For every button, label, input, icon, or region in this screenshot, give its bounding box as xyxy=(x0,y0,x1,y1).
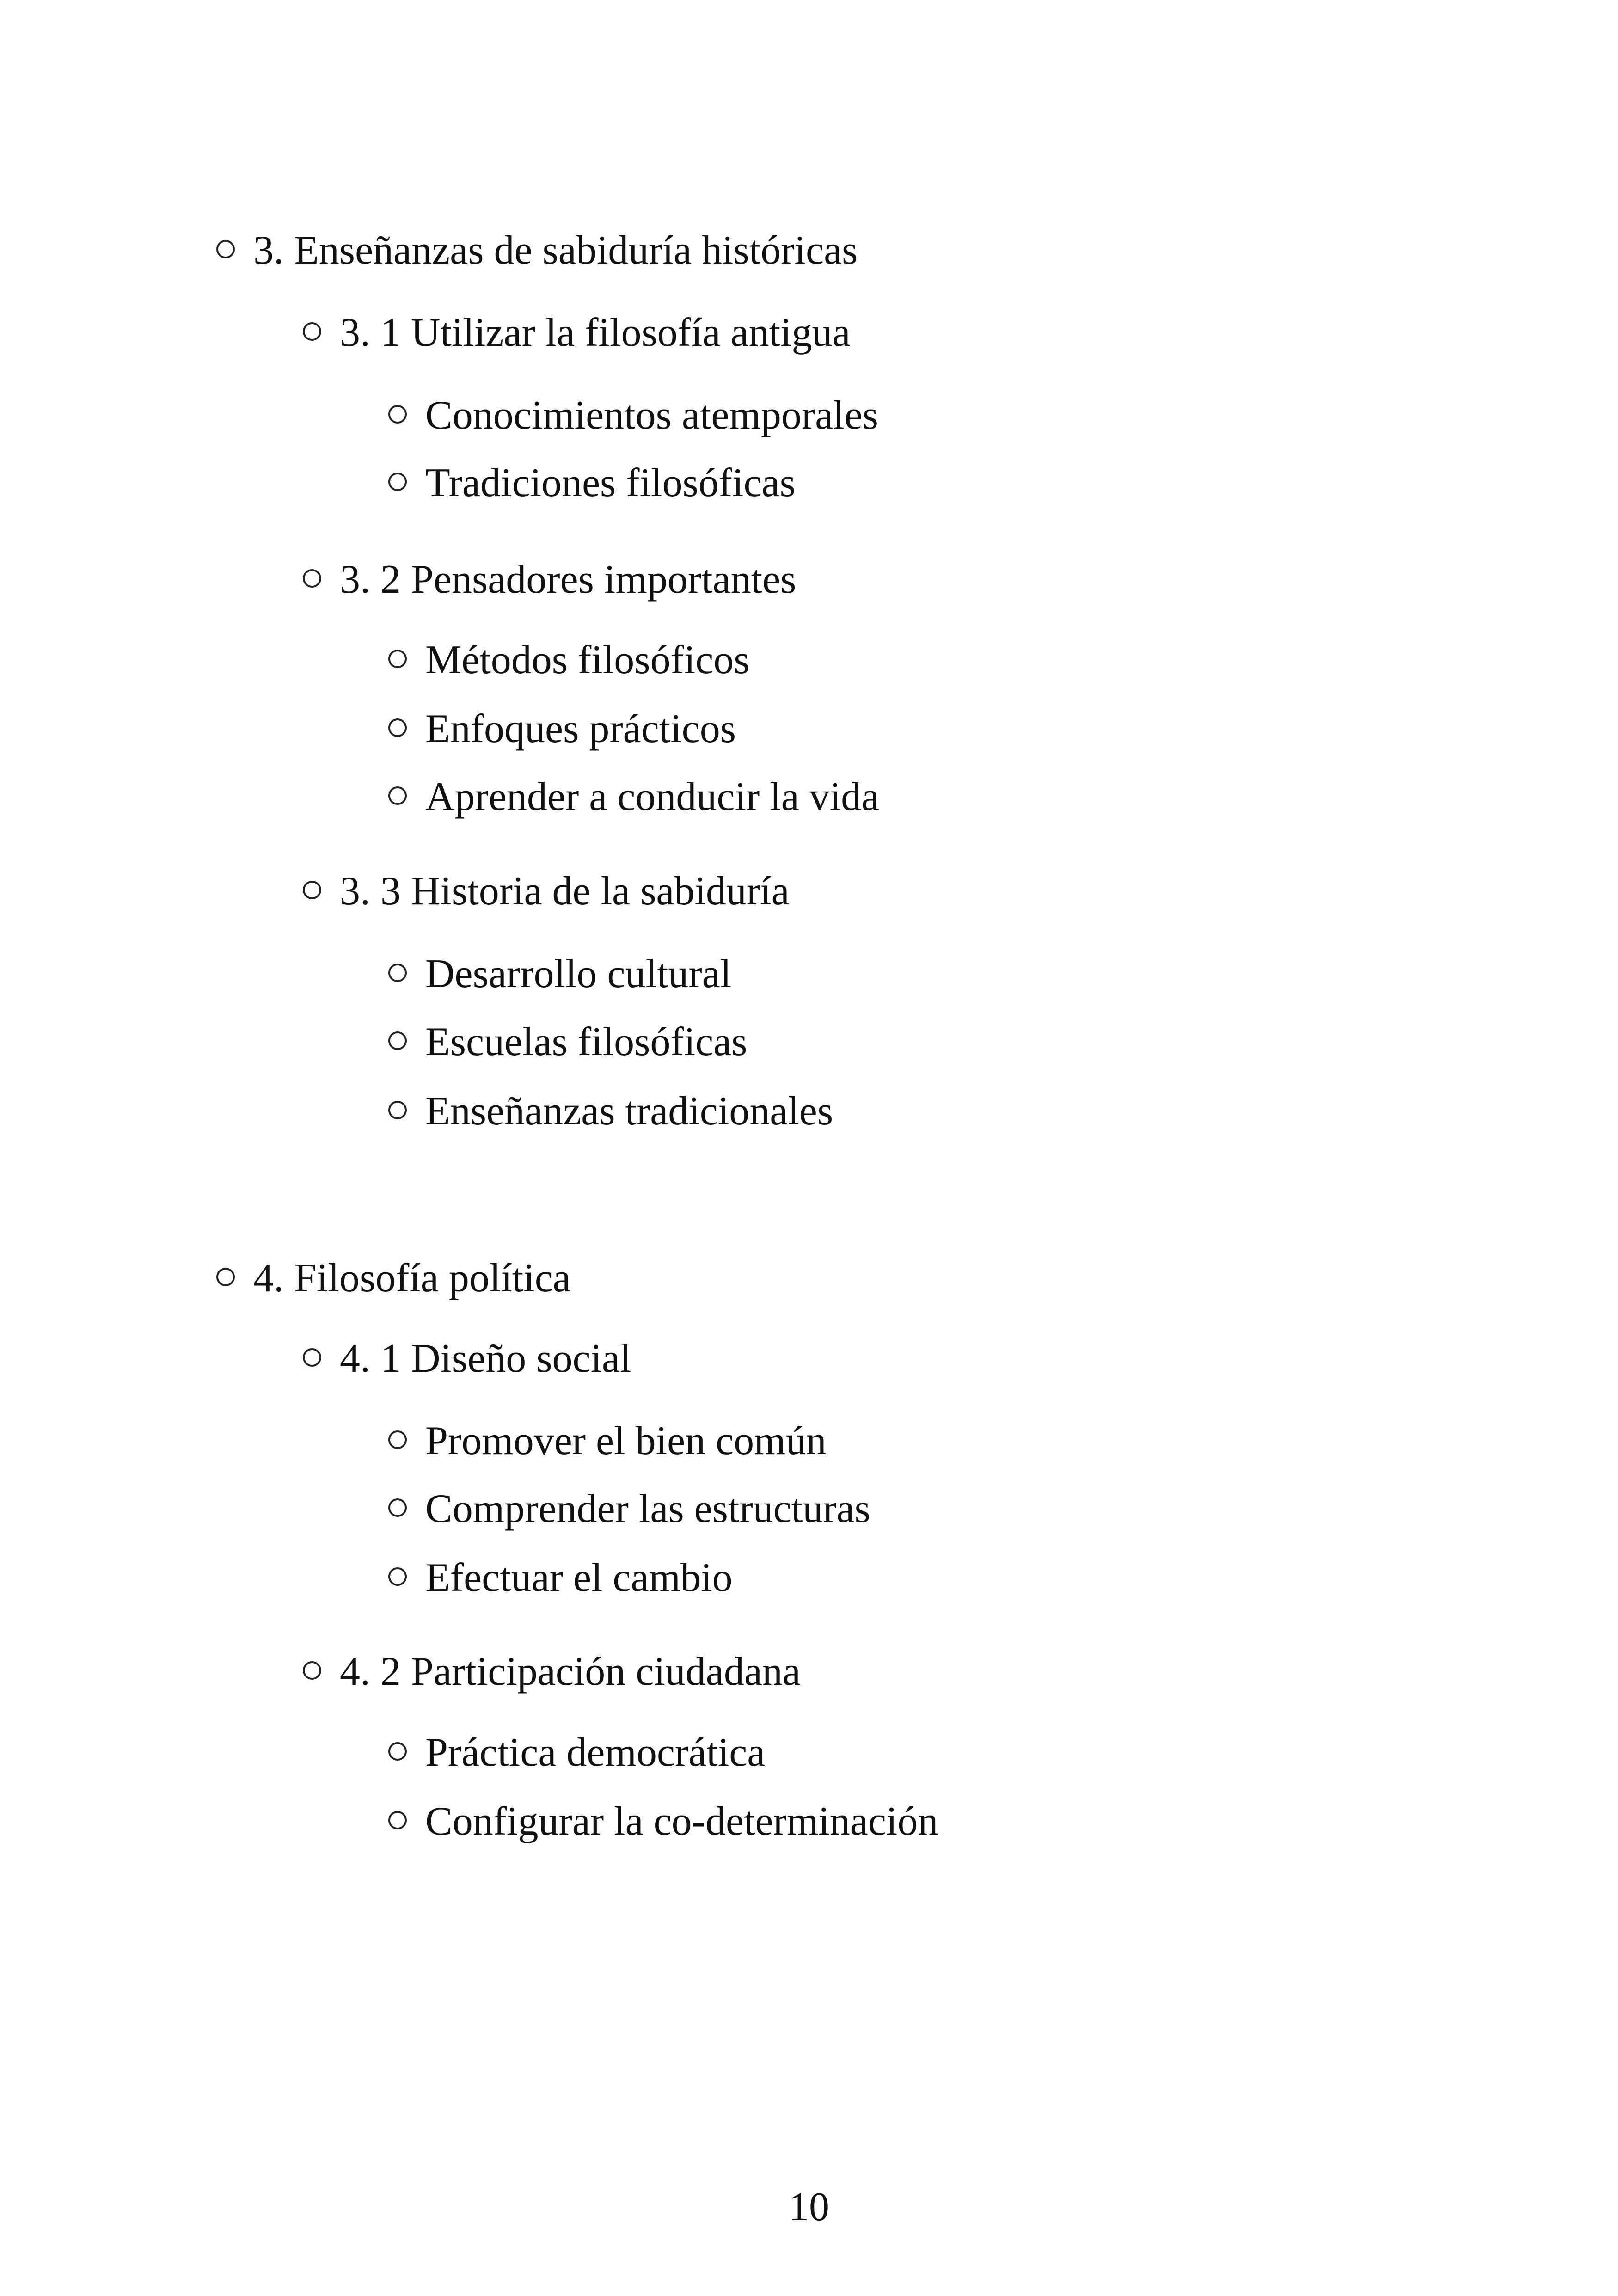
hollow-circle-bullet-icon xyxy=(388,1101,407,1119)
hollow-circle-bullet-icon xyxy=(388,650,407,668)
list-item-text: Práctica democrática xyxy=(425,1730,766,1775)
list-item xyxy=(388,395,878,436)
list-item xyxy=(388,774,880,819)
list-item-text: Aprender a conducir la vida xyxy=(425,774,880,819)
list-item-text: Tradiciones filosóficas xyxy=(425,460,796,505)
list-item xyxy=(388,640,750,681)
hollow-circle-bullet-icon xyxy=(216,1268,235,1286)
hollow-circle-bullet-icon xyxy=(303,1348,321,1367)
list-item xyxy=(388,1019,748,1064)
outline-subsection-4-2 xyxy=(303,1651,801,1692)
list-item-text: Comprender las estructuras xyxy=(425,1486,870,1531)
hollow-circle-bullet-icon xyxy=(303,322,321,341)
hollow-circle-bullet-icon xyxy=(388,1430,407,1449)
subsection-heading: 4. 2 Participación ciudadana xyxy=(340,1649,801,1694)
list-item-text: Conocimientos atemporales xyxy=(425,393,878,438)
list-item-text: Configurar la co-determinación xyxy=(425,1799,938,1844)
subsection-heading: 4. 1 Diseño social xyxy=(340,1336,631,1381)
list-item-text: Promover el bien común xyxy=(425,1418,827,1463)
hollow-circle-bullet-icon xyxy=(388,718,407,737)
hollow-circle-bullet-icon xyxy=(303,881,321,899)
outline-subsection-3-3 xyxy=(303,871,790,912)
subsection-heading: 3. 2 Pensadores importantes xyxy=(340,557,797,602)
outline-subsection-3-2 xyxy=(303,559,796,600)
hollow-circle-bullet-icon xyxy=(388,1498,407,1517)
hollow-circle-bullet-icon xyxy=(303,1661,321,1680)
section-heading: 4. Filosofía política xyxy=(253,1256,571,1301)
section-heading: 3. Enseñanzas de sabiduría históricas xyxy=(253,228,858,273)
outline-section-4 xyxy=(216,1258,571,1299)
list-item xyxy=(388,1732,765,1773)
list-item xyxy=(388,1091,833,1132)
hollow-circle-bullet-icon xyxy=(303,569,321,588)
list-item xyxy=(388,460,796,505)
hollow-circle-bullet-icon xyxy=(388,964,407,982)
outline-subsection-3-1 xyxy=(303,310,851,355)
hollow-circle-bullet-icon xyxy=(216,240,235,258)
hollow-circle-bullet-icon xyxy=(388,473,407,491)
list-item xyxy=(388,954,731,995)
list-item xyxy=(388,706,736,751)
outline-section-3 xyxy=(216,230,858,271)
subsection-heading: 3. 1 Utilizar la filosofía antigua xyxy=(340,310,851,355)
list-item-text: Escuelas filosóficas xyxy=(425,1019,748,1064)
list-item-text: Desarrollo cultural xyxy=(425,952,732,996)
list-item-text: Efectuar el cambio xyxy=(425,1555,733,1600)
list-item-text: Enseñanzas tradicionales xyxy=(425,1089,834,1134)
list-item xyxy=(388,1418,827,1463)
hollow-circle-bullet-icon xyxy=(388,786,407,805)
list-item-text: Métodos filosóficos xyxy=(425,638,750,682)
list-item xyxy=(388,1555,733,1600)
list-item xyxy=(388,1801,938,1842)
hollow-circle-bullet-icon xyxy=(388,1567,407,1586)
hollow-circle-bullet-icon xyxy=(388,1742,407,1761)
subsection-heading: 3. 3 Historia de la sabiduría xyxy=(340,869,790,914)
list-item-text: Enfoques prácticos xyxy=(425,706,736,751)
hollow-circle-bullet-icon xyxy=(388,1031,407,1050)
list-item xyxy=(388,1486,870,1531)
hollow-circle-bullet-icon xyxy=(388,405,407,424)
hollow-circle-bullet-icon xyxy=(388,1811,407,1829)
page-number: 10 xyxy=(789,2185,829,2229)
outline-subsection-4-1 xyxy=(303,1338,631,1379)
